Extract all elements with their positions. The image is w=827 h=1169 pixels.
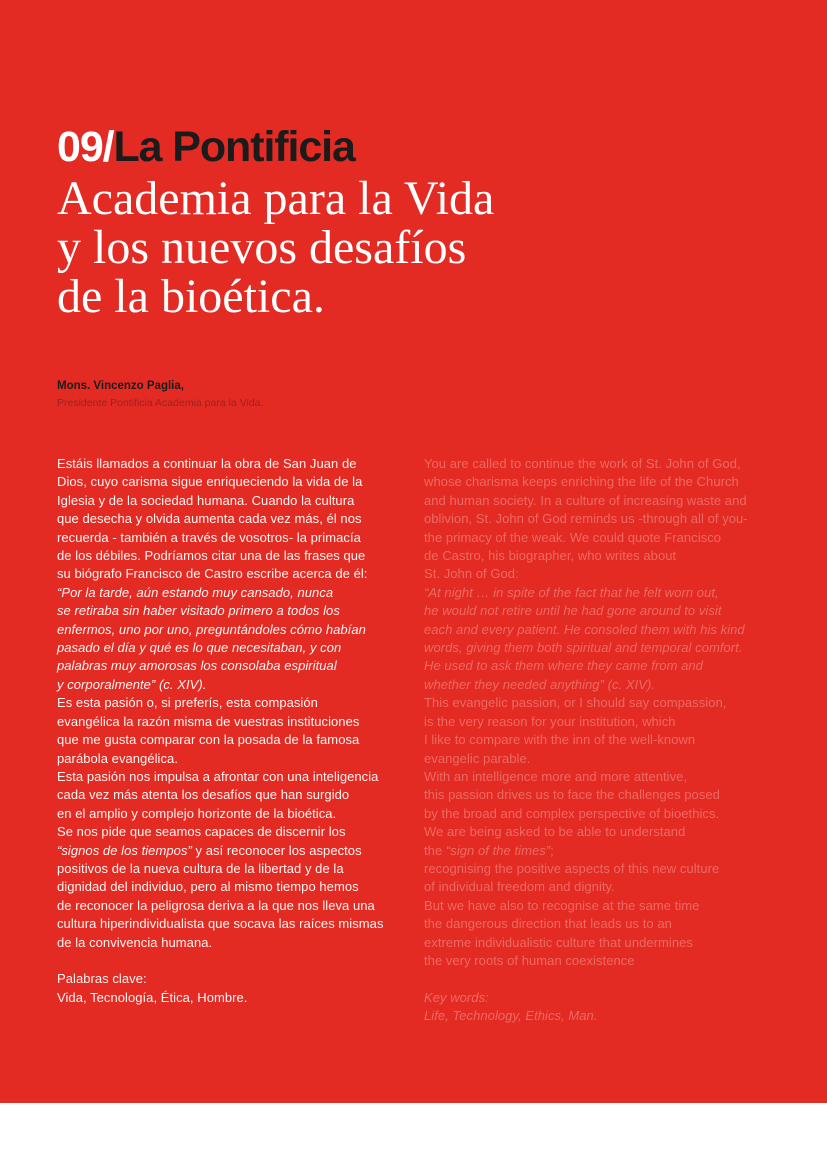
text-line: of individual freedom and dignity. xyxy=(424,879,615,895)
paragraph-es-2 xyxy=(57,694,409,841)
text-line: de Castro, his biographer, who writes about xyxy=(424,548,677,564)
text-line: I like to compare with the inn of the well-known xyxy=(424,732,696,748)
inline-rest: ; xyxy=(550,842,554,858)
text-line: en el amplio y complejo horizonte de la bioética. xyxy=(57,805,337,821)
text-line: St. John of God: xyxy=(424,566,519,582)
text-line: whose charisma keeps enriching the life of the Church xyxy=(424,474,739,490)
text-line: he would not retire until he had gone around to visit xyxy=(424,603,722,619)
text-line: recuerda - también a través de vosotros- la primacía xyxy=(57,529,361,545)
text-line: “At night … in spite of the fact that he felt worn out, xyxy=(424,584,719,600)
text-line: With an intelligence more and more attentive, xyxy=(424,768,688,784)
text-line: que desecha y olvida aumenta cada vez más, él nos xyxy=(57,511,362,527)
text-line: de la convivencia humana. xyxy=(57,934,213,950)
inline-rest: y así reconocer los aspectos xyxy=(191,842,362,858)
text-line: the dangerous direction that leads us to an xyxy=(424,916,672,932)
text-line-mixed xyxy=(57,842,409,860)
text-line: se retiraba sin haber visitado primero a todos los xyxy=(57,603,340,619)
text-line: each and every patient. He consoled them with his kind xyxy=(424,621,745,637)
text-line: is the very reason for your institution, which xyxy=(424,713,676,729)
text-line: You are called to continue the work of St. John of God, xyxy=(424,456,741,471)
title-headline-row xyxy=(57,124,757,171)
text-line: de los débiles. Podríamos citar una de las frases que xyxy=(57,548,366,564)
title-number: 09/ xyxy=(57,123,114,171)
text-line: extreme individualistic culture that undermines xyxy=(424,934,693,950)
text-line-mixed xyxy=(424,842,776,860)
text-line: cada vez más atenta los desafíos que han surgido xyxy=(57,787,350,803)
body-column-spanish xyxy=(57,455,409,1007)
author-block xyxy=(57,379,477,411)
quotation-en xyxy=(424,584,776,694)
title-subtitle-line-1: Academia para la Vida xyxy=(57,172,495,225)
text-line: the very roots of human coexistence xyxy=(424,952,635,968)
text-line: palabras muy amorosas los consolaba espiritual xyxy=(57,658,337,674)
inline-quote-signos: “signos de los tiempos” xyxy=(57,842,192,858)
text-line: que me gusta comparar con la posada de la famosa xyxy=(57,732,360,748)
text-line: parábola evangélica. xyxy=(57,750,178,766)
body-column-english xyxy=(424,455,776,1026)
text-line: Es esta pasión o, si preferís, esta compasión xyxy=(57,695,318,711)
keywords-label: Key words: xyxy=(424,989,489,1005)
text-line: pasado el día y qué es lo que necesitaban, y con xyxy=(57,640,342,656)
text-line: and human society. In a culture of increasing waste and xyxy=(424,492,747,508)
text-line: cultura hiperindividualista que socava las raíces mismas xyxy=(57,916,384,932)
text-line: the primacy of the weak. We could quote Francisco xyxy=(424,529,722,545)
text-line: But we have also to recognise at the same time xyxy=(424,897,700,913)
text-line: Estáis llamados a continuar la obra de San Juan de xyxy=(57,456,357,471)
author-name: Mons. Vincenzo Paglia, xyxy=(57,380,184,392)
keywords-label: Palabras clave: xyxy=(57,971,147,987)
author-role: Presidente Pontificia Academia para la Vida. xyxy=(57,397,264,409)
keywords-block-en xyxy=(424,989,776,1026)
paragraph-es-3 xyxy=(57,842,409,952)
white-footer-band xyxy=(0,1103,827,1169)
text-line: words, giving them both spiritual and temporal comfort. xyxy=(424,640,743,656)
text-line: evangelic parable. xyxy=(424,750,531,766)
text-line: “Por la tarde, aún estando muy cansado, nunca xyxy=(57,584,334,600)
text-line: this passion drives us to face the challenges posed xyxy=(424,787,720,803)
inline-quote-sign-of-times: “sign of the times” xyxy=(445,842,551,858)
paragraph-en-1 xyxy=(424,455,776,584)
page-title xyxy=(57,124,757,321)
text-line: Dios, cuyo carisma sigue enriqueciendo la vida de la xyxy=(57,474,363,490)
paragraph-en-2 xyxy=(424,694,776,841)
keywords-value: Vida, Tecnología, Ética, Hombre. xyxy=(57,989,248,1005)
paragraph-en-3 xyxy=(424,842,776,971)
text-line: y corporalmente” (c. XIV). xyxy=(57,676,207,692)
text-line: Iglesia y de la sociedad humana. Cuando la cultura xyxy=(57,492,355,508)
title-subtitle-line-3: de la bioética. xyxy=(57,270,325,323)
text-line: recognising the positive aspects of this new culture xyxy=(424,860,720,876)
quotation-es xyxy=(57,584,409,694)
text-line: enfermos, uno por uno, preguntándoles cómo habían xyxy=(57,621,366,637)
text-line: He used to ask them where they came from and xyxy=(424,658,703,674)
paragraph-gap xyxy=(424,970,776,988)
text-line: This evangelic passion, or I should say compassion, xyxy=(424,695,727,711)
title-subtitle xyxy=(57,171,757,321)
keywords-block-es xyxy=(57,970,409,1007)
text-line: oblivion, St. John of God reminds us -through all of you- xyxy=(424,511,748,527)
text-line: Esta pasión nos impulsa a afrontar con una inteligencia xyxy=(57,768,379,784)
paragraph-gap xyxy=(57,952,409,970)
text-line: positivos de la nueva cultura de la libertad y de la xyxy=(57,860,344,876)
text-line: dignidad del individuo, pero al mismo tiempo hemos xyxy=(57,879,359,895)
title-subtitle-line-2: y los nuevos desafíos xyxy=(57,221,467,274)
text-line: su biógrafo Francisco de Castro escribe acerca de él: xyxy=(57,566,368,582)
text-line: Se nos pide que seamos capaces de discernir los xyxy=(57,824,346,840)
text-line: whether they needed anything” (c. XIV). xyxy=(424,676,656,692)
text-line: de reconocer la peligrosa deriva a la que nos lleva una xyxy=(57,897,375,913)
text-line: We are being asked to be able to understand xyxy=(424,824,686,840)
paragraph-es-1 xyxy=(57,455,409,584)
title-headline: La Pontificia xyxy=(113,123,355,171)
keywords-value: Life, Technology, Ethics, Man. xyxy=(424,1008,598,1024)
text-line: evangélica la razón misma de vuestras instituciones xyxy=(57,713,360,729)
inline-lead: the xyxy=(424,842,446,858)
text-line: by the broad and complex perspective of bioethics. xyxy=(424,805,720,821)
